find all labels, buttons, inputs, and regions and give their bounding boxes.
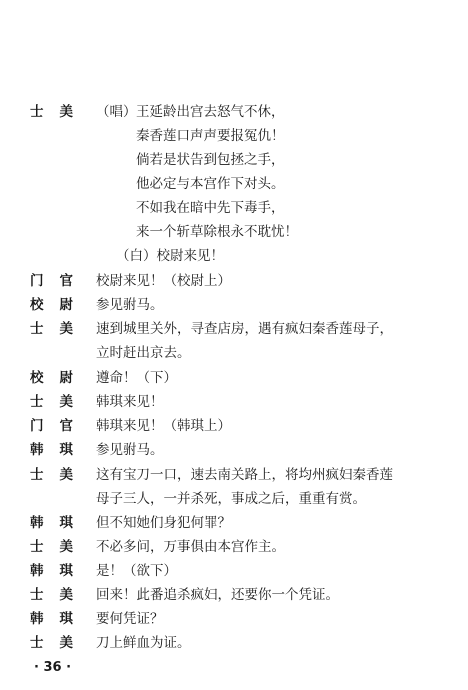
- speaker-name: 校尉: [30, 297, 89, 313]
- dialogue-text: 但不知她们身犯何罪？: [96, 515, 231, 531]
- speaker-name: 士美: [30, 539, 89, 555]
- dialogue-text: 遵命！（下）: [96, 370, 177, 386]
- dialogue-text: 这有宝刀一口，速去南关路上，将均州疯妇秦香莲: [96, 467, 393, 483]
- page-number: · 36 ·: [34, 660, 72, 675]
- speaker-name: 士美: [30, 587, 89, 603]
- dialogue-text: 韩琪来见！: [96, 394, 164, 410]
- dialogue-text: 要何凭证？: [96, 611, 164, 627]
- dialogue-text: 韩琪来见！（韩琪上）: [96, 418, 231, 434]
- spoken-line: （白）校尉来见！: [116, 248, 224, 264]
- dialogue-text: 参见驸马。: [96, 297, 164, 313]
- verse-line: 秦香莲口声声要报冤仇！: [136, 128, 285, 144]
- dialogue-text: 刀上鲜血为证。: [96, 635, 191, 651]
- speaker-name: 士美: [30, 635, 89, 651]
- dialogue-text: 不必多问，万事俱由本宫作主。: [96, 539, 285, 555]
- dialogue-text: 立时赶出京去。: [96, 345, 191, 361]
- speaker-name: 士美: [30, 104, 89, 120]
- dialogue-text: 是！（欲下）: [96, 563, 177, 579]
- speaker-name: 韩琪: [30, 515, 89, 531]
- speaker-name: 士美: [30, 321, 89, 337]
- speaker-name: 门官: [30, 418, 89, 434]
- speaker-name: 校尉: [30, 370, 89, 386]
- speaker-name: 韩琪: [30, 611, 89, 627]
- dialogue-text: 母子三人，一并杀死，事成之后，重重有赏。: [96, 491, 366, 507]
- speaker-name: 门官: [30, 273, 89, 289]
- dialogue-text: 参见驸马。: [96, 442, 164, 458]
- speaker-name: 韩琪: [30, 442, 89, 458]
- stage-cue: （唱）: [96, 104, 137, 120]
- speaker-name: 士美: [30, 467, 89, 483]
- speaker-name: 士美: [30, 394, 89, 410]
- speaker-name: 韩琪: [30, 563, 89, 579]
- verse-line: 来一个斩草除根永不耽忧！: [136, 224, 298, 240]
- verse-line: 倘若是状告到包拯之手，: [136, 152, 285, 168]
- verse-line: 王延龄出宫去怒气不休，: [136, 104, 285, 120]
- dialogue-text: 回来！此番追杀疯妇，还要你一个凭证。: [96, 587, 339, 603]
- dialogue-text: 校尉来见！（校尉上）: [96, 273, 231, 289]
- verse-line: 不如我在暗中先下毒手，: [136, 200, 285, 216]
- dialogue-text: 速到城里关外，寻查店房，遇有疯妇秦香莲母子，: [96, 321, 393, 337]
- verse-line: 他必定与本宫作下对头。: [136, 176, 285, 192]
